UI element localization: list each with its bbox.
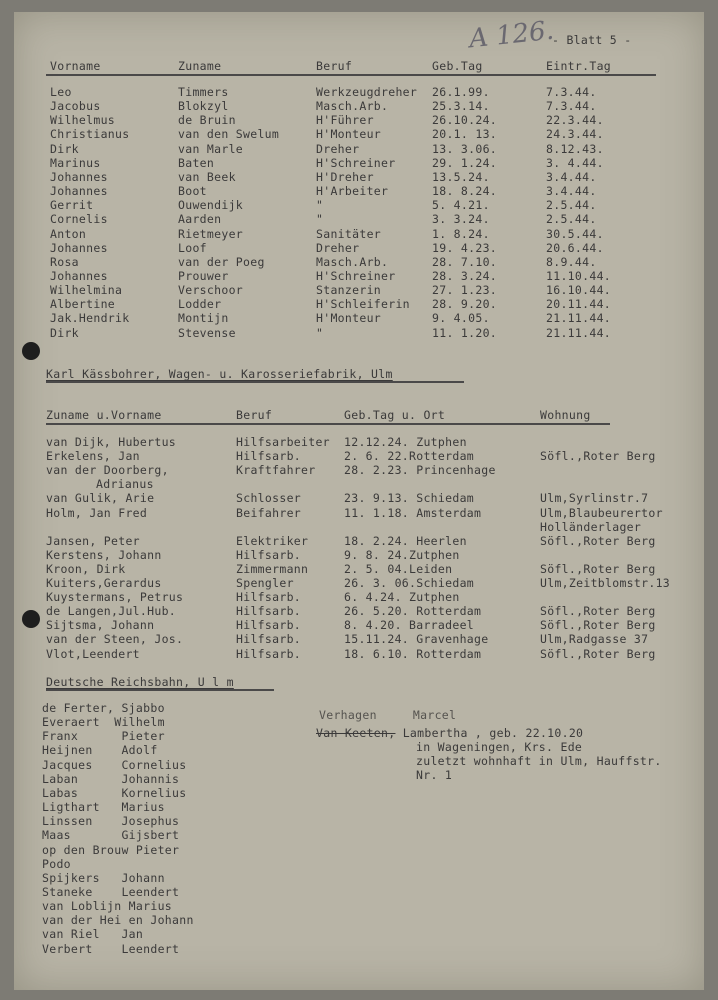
table-cell: Hilfsarb. (236, 590, 302, 605)
table-cell: 23. 9.13. Schiedam (344, 491, 475, 506)
table-cell: Söfl.,Roter Berg (540, 618, 656, 633)
table-cell: 21.11.44. (546, 325, 612, 340)
table-cell: van Dijk, Hubertus (46, 435, 177, 449)
table-cell: 11. 1.18. Amsterdam (344, 505, 482, 520)
table-cell: Leo (50, 85, 72, 99)
table-cell: 8.9.44. (546, 254, 597, 269)
table-cell: Hilfsarb. (236, 449, 302, 464)
table-cell: 20.11.44. (546, 297, 612, 312)
table-cell: 28. 2.23. Princenhage (344, 463, 496, 478)
table-cell: van der Steen, Jos. (46, 632, 184, 647)
table-cell: 11.10.44. (546, 268, 612, 283)
table-cell: Kuystermans, Petrus (46, 590, 184, 605)
table-cell: Spengler (236, 576, 294, 590)
table-cell: Jak.Hendrik (50, 311, 130, 326)
table-cell: Dirk (50, 325, 79, 340)
list-item: Verbert Leendert (42, 941, 180, 956)
table-cell: Johannes (50, 184, 108, 199)
table-cell: 9. 4.05. (432, 311, 490, 326)
table-cell: Ulm,Syrlinstr.7 (540, 491, 649, 506)
table-cell: " (316, 198, 324, 213)
table-cell: 8. 4.20. Barradeel (344, 618, 475, 633)
reichsbahn-heading: Deutsche Reichsbahn, U l m (46, 675, 234, 689)
table-cell: Masch.Arb. (316, 99, 389, 114)
header-rule-1 (46, 74, 656, 76)
table-cell: Ouwendijk (178, 198, 244, 213)
table-cell: Stevense (178, 325, 236, 340)
table-cell: Jansen, Peter (46, 533, 140, 548)
sheet-number: - Blatt 5 - (552, 33, 632, 47)
table-cell: Söfl.,Roter Berg (540, 604, 656, 619)
table-cell: 2. 5. 04.Leiden (344, 561, 453, 576)
list-item: Everaert Wilhelm (42, 715, 165, 730)
table-cell: H'Schreiner (316, 268, 396, 283)
list-item: Spijkers Johann (42, 870, 165, 885)
reichsbahn-heading-rule (46, 689, 274, 691)
table-cell: Hilfsarb. (236, 618, 302, 633)
table-cell: H'Schreiner (316, 155, 396, 170)
table-cell: Wilhelmina (50, 283, 123, 298)
table-cell: 9. 8. 24.Zutphen (344, 547, 460, 562)
note-line-4: Nr. 1 (416, 768, 453, 782)
table-cell: Gerrit (50, 198, 94, 213)
table-cell: 18. 8.24. (432, 184, 498, 199)
table-cell: Cornelis (50, 212, 108, 227)
table-cell: Beifahrer (236, 505, 302, 520)
note-struck-name: Van Keeten, (316, 726, 396, 740)
table-cell: Prouwer (178, 268, 229, 283)
table-cell: Hilfsarb. (236, 604, 302, 619)
table-cell: Söfl.,Roter Berg (540, 646, 656, 661)
table-cell: Schlosser (236, 491, 302, 506)
table-cell: Holländerlager (540, 519, 642, 534)
punch-hole-top (22, 342, 40, 360)
table-cell: Ulm,Zeitblomstr.13 (540, 576, 671, 590)
list-item: Staneke Leendert (42, 884, 180, 899)
table-cell: Aarden (178, 212, 222, 227)
column-header: Beruf (316, 59, 353, 73)
table-cell: Loof (178, 240, 207, 255)
table-cell: 16.10.44. (546, 283, 612, 298)
table-cell: Söfl.,Roter Berg (540, 533, 656, 548)
column-header: Geb.Tag (432, 59, 483, 73)
column-header: Eintr.Tag (546, 59, 612, 73)
table-cell: Holm, Jan Fred (46, 505, 148, 520)
list-item: Linssen Josephus (42, 814, 180, 829)
table-cell: Rietmeyer (178, 226, 244, 241)
table-cell: Jacobus (50, 99, 101, 114)
table-cell: Hilfsarb. (236, 547, 302, 562)
column-header: Geb.Tag u. Ort (344, 408, 446, 422)
table-cell: 18. 2.24. Heerlen (344, 533, 467, 548)
table-cell: 22.3.44. (546, 113, 604, 128)
table-cell: Johannes (50, 268, 108, 283)
table-cell: 3.4.44. (546, 169, 597, 184)
table-cell: Söfl.,Roter Berg (540, 449, 656, 464)
table-cell: de Langen,Jul.Hub. (46, 604, 177, 619)
table-cell: 7.3.44. (546, 99, 597, 114)
table-cell: 13.5.24. (432, 169, 490, 184)
table-cell: Rosa (50, 254, 79, 269)
table-cell: van Beek (178, 169, 236, 184)
table-cell: Albertine (50, 297, 116, 312)
note-line-3: zuletzt wohnhaft in Ulm, Hauffstr. (416, 754, 662, 768)
list-item: van der Hei en Johann (42, 913, 194, 928)
table-cell: 26.10.24. (432, 113, 498, 128)
table-cell: Anton (50, 226, 87, 241)
company-heading: Karl Kässbohrer, Wagen- u. Karosseriefabrik, Ulm (46, 367, 393, 381)
list-item: Labas Kornelius (42, 785, 187, 800)
table-cell: Dirk (50, 141, 79, 156)
table-cell: Hilfsarb. (236, 646, 302, 661)
table-cell: 28. 7.10. (432, 254, 498, 269)
table-cell: 5. 4.21. (432, 198, 490, 213)
column-header: Vorname (50, 59, 101, 73)
list-item: Franx Pieter (42, 729, 165, 744)
table-cell: van der Doorberg, (46, 463, 169, 478)
table-cell: Kuiters,Gerardus (46, 576, 162, 590)
list-item: van Riel Jan (42, 927, 144, 942)
table-cell: 7.3.44. (546, 85, 597, 99)
table-cell: Dreher (316, 141, 360, 156)
table-cell: 28. 3.24. (432, 268, 498, 283)
table-cell: 20.6.44. (546, 240, 604, 255)
list-item: Jacques Cornelius (42, 757, 187, 772)
table-cell: 3.4.44. (546, 184, 597, 199)
table-cell: Ulm,Blaubeurertor (540, 505, 663, 520)
table-cell: H'Führer (316, 113, 374, 128)
table-cell: Baten (178, 155, 215, 170)
table-cell: Erkelens, Jan (46, 449, 140, 464)
table-cell: 3. 3.24. (432, 212, 490, 227)
list-item: Ligthart Marius (42, 800, 165, 815)
table-cell: Wilhelmus (50, 113, 116, 128)
table-cell: van Gulik, Arie (46, 491, 155, 506)
table-cell: Kroon, Dirk (46, 561, 126, 576)
crossed-out-name: Verhagen Marcel (319, 708, 457, 722)
table-cell: 30.5.44. (546, 226, 604, 241)
table-cell: Elektriker (236, 533, 309, 548)
list-item: Laban Johannis (42, 771, 180, 786)
company-heading-rule (46, 381, 464, 383)
table-cell: 3. 4.44. (546, 155, 604, 170)
table-cell: H'Schleiferin (316, 297, 410, 312)
table-cell: Zimmermann (236, 561, 309, 576)
table-cell: Dreher (316, 240, 360, 255)
table-cell: Söfl.,Roter Berg (540, 561, 656, 576)
table-cell: Lodder (178, 297, 222, 312)
table-cell: 26. 5.20. Rotterdam (344, 604, 482, 619)
list-item: Podo (42, 856, 71, 871)
table-cell: Johannes (50, 169, 108, 184)
table-cell: 27. 1.23. (432, 283, 498, 298)
table-cell: 29. 1.24. (432, 155, 498, 170)
table-cell: 6. 4.24. Zutphen (344, 590, 460, 605)
table-cell: Hilfsarb. (236, 632, 302, 647)
table-cell: H'Arbeiter (316, 184, 389, 199)
note-line-2: in Wageningen, Krs. Ede (416, 740, 583, 754)
table-cell: 15.11.24. Gravenhage (344, 632, 489, 647)
table-cell: 13. 3.06. (432, 141, 498, 156)
table-cell: Hilfsarbeiter (236, 435, 330, 449)
table-cell: 2. 6. 22.Rotterdam (344, 449, 475, 464)
table-cell: Johannes (50, 240, 108, 255)
column-header: Beruf (236, 408, 273, 422)
table-cell: 18. 6.10. Rotterdam (344, 646, 482, 661)
table-cell: 26.1.99. (432, 85, 490, 99)
table-cell: H'Monteur (316, 127, 382, 142)
table-cell: " (316, 212, 324, 227)
table-cell: Marinus (50, 155, 101, 170)
table-cell: van der Poeg (178, 254, 265, 269)
table-cell: Verschoor (178, 283, 244, 298)
table-cell: Masch.Arb. (316, 254, 389, 269)
table-cell: 19. 4.23. (432, 240, 498, 255)
document-page (14, 12, 704, 990)
table-cell: Kraftfahrer (236, 463, 316, 478)
table-cell: " (316, 325, 324, 340)
note-line-1-text: Lambertha , geb. 22.10.20 (395, 726, 584, 740)
list-item: van Loblijn Marius (42, 899, 173, 914)
table-cell: Blokzyl (178, 99, 229, 114)
list-item: Maas Gijsbert (42, 828, 180, 843)
table-cell: Werkzeugdreher (316, 85, 418, 99)
pencil-annotation: A 126. (467, 15, 556, 55)
column-header: Zuname (178, 59, 222, 73)
table-cell: Sijtsma, Johann (46, 618, 155, 633)
column-header: Zuname u.Vorname (46, 408, 162, 422)
table-cell: Stanzerin (316, 283, 382, 298)
table-cell: de Bruin (178, 113, 236, 128)
list-item: de Ferter, Sjabbo (42, 701, 165, 715)
table-cell: Kerstens, Johann (46, 547, 162, 562)
table-cell: H'Monteur (316, 311, 382, 326)
table-cell: Ulm,Radgasse 37 (540, 632, 649, 647)
table-cell: 8.12.43. (546, 141, 604, 156)
table-cell: Christianus (50, 127, 130, 142)
header-rule-2 (46, 423, 610, 425)
list-item: Heijnen Adolf (42, 743, 158, 758)
list-item: op den Brouw Pieter (42, 842, 180, 857)
table-cell: 26. 3. 06.Schiedam (344, 576, 475, 590)
table-cell: H'Dreher (316, 169, 374, 184)
table-cell: 20.1. 13. (432, 127, 498, 142)
table-cell: Adrianus (96, 477, 154, 492)
table-cell: Boot (178, 184, 207, 199)
table-cell: 11. 1.20. (432, 325, 498, 340)
table-cell: Timmers (178, 85, 229, 99)
table-cell: van Marle (178, 141, 244, 156)
column-header: Wohnung (540, 408, 591, 422)
table-cell: van den Swelum (178, 127, 280, 142)
table-cell: 24.3.44. (546, 127, 604, 142)
table-cell: Montijn (178, 311, 229, 326)
table-cell: 2.5.44. (546, 212, 597, 227)
table-cell: 12.12.24. Zutphen (344, 435, 467, 449)
table-cell: 28. 9.20. (432, 297, 498, 312)
table-cell: 2.5.44. (546, 198, 597, 213)
table-cell: 25.3.14. (432, 99, 490, 114)
table-cell: Sanitäter (316, 226, 382, 241)
note-line-1 (316, 727, 583, 740)
table-cell: Vlot,Leendert (46, 646, 140, 661)
table-cell: 1. 8.24. (432, 226, 490, 241)
punch-hole-bottom (22, 610, 40, 628)
table-cell: 21.11.44. (546, 311, 612, 326)
